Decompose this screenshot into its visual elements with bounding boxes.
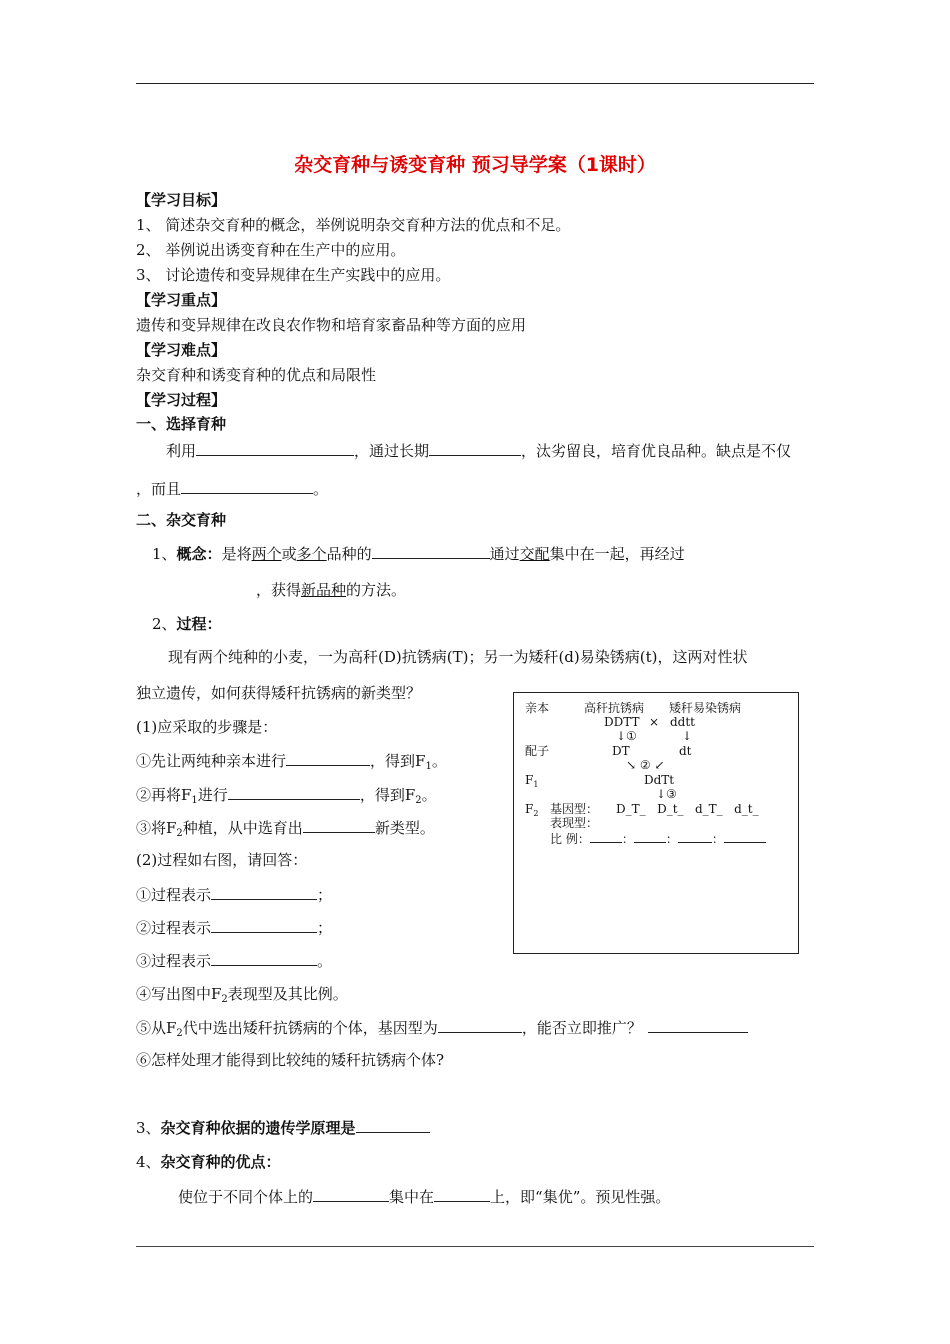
question-1: (1)应采取的步骤是：	[136, 718, 278, 736]
diagram-arrow-2: ↘ ② ↙	[626, 758, 665, 772]
diagram-genotype-p1: DDTT	[604, 715, 640, 729]
blank-answer-5b[interactable]	[648, 1017, 748, 1033]
answer-5: ⑤从$F_2$代中选出矮秆抗锈病的个体，基因型为 ，能否立即推广？	[136, 1017, 748, 1044]
objective-1: 1、 简述杂交育种的概念，举例说明杂交育种方法的优点和不足。	[136, 216, 571, 234]
blank-step-2[interactable]	[228, 784, 360, 800]
blank-ratio-2[interactable]	[634, 831, 666, 843]
difficulties-header: 【学习难点】	[136, 341, 227, 359]
answer-2: ②过程表示 ；	[136, 919, 333, 937]
top-rule	[136, 83, 814, 84]
diagram-parent1: 高秆抗锈病	[584, 701, 645, 715]
step-3: ③将$F_2$种植，从中选育出 新类型。	[136, 819, 435, 839]
objective-3: 3、 讨论遗传和变异规律在生产实践中的应用。	[136, 266, 451, 284]
blank-ratio-1[interactable]	[590, 831, 622, 843]
blank-step-1[interactable]	[286, 750, 370, 766]
section4-paragraph: 使位于不同个体上的 集中在 上，即“集优”。预见性强。	[178, 1188, 671, 1206]
section4-line: 4、杂交育种的优点：	[136, 1153, 281, 1171]
diagram-gamete-1: DT	[612, 744, 630, 758]
diagram-cross-sign: ×	[649, 715, 660, 729]
answer-4: ④写出图中$F_2$表现型及其比例。	[136, 985, 348, 1005]
page-title: 杂交育种与诱变育种 预习导学案（1课时）	[294, 154, 656, 176]
diagram-parent-label: 亲本	[525, 701, 550, 715]
diagram-genotypes: D_T_ D_t_ d_T_ d_t_	[616, 802, 759, 816]
blank-advantage-2[interactable]	[434, 1186, 490, 1202]
intro-line1: 现有两个纯种的小麦，一为高秆(D)抗锈病(T)；另一为矮秆(d)易染锈病(t)，这两对性状	[168, 648, 748, 666]
question-2: (2)过程如右图，请回答：	[136, 851, 308, 869]
cross-diagram	[513, 692, 799, 954]
section3-line: 3、杂交育种依据的遗传学原理是	[136, 1117, 430, 1138]
process-subheader: 2、过程：	[152, 615, 222, 633]
diagram-arrow-1: ↓①	[616, 729, 637, 743]
diagram-parent2: 矮秆易染锈病	[669, 701, 742, 715]
diagram-genotype-p2: ddtt	[670, 715, 696, 729]
blank-answer-5a[interactable]	[438, 1017, 522, 1033]
objective-2: 2、 举例说出诱变育种在生产中的应用。	[136, 241, 406, 259]
process-header: 【学习过程】	[136, 391, 227, 409]
diagram-genotype-label: 基因型：	[550, 802, 599, 816]
answer-1: ①过程表示 ；	[136, 886, 333, 904]
difficulties-text: 杂交育种和诱变育种的优点和局限性	[136, 366, 377, 384]
bottom-rule	[136, 1246, 814, 1247]
section1-title: 一、选择育种	[136, 415, 227, 433]
key-points-header: 【学习重点】	[136, 291, 227, 309]
section1-line1: 利用 ，通过长期 ，汰劣留良，培育优良品种。缺点是不仅	[166, 442, 792, 460]
concept-line1: 1、概念：是将两个或多个品种的 通过交配集中在一起，再经过	[152, 545, 685, 563]
blank-select-3[interactable]	[181, 478, 313, 494]
diagram-gamete-2: dt	[679, 744, 692, 758]
diagram-arrow-3: ↓③	[656, 787, 677, 801]
step-1: ①先让两纯种亲本进行 ，得到$F_1$。	[136, 752, 447, 772]
section1-line2: ，而且 。	[136, 480, 329, 498]
diagram-gamete-label: 配子	[525, 744, 550, 758]
blank-ratio-4[interactable]	[724, 831, 766, 843]
diagram-phenotype-label: 表现型：	[550, 816, 599, 830]
intro-line2: 独立遗传，如何获得矮秆抗锈病的新类型？	[136, 684, 422, 702]
diagram-arrow-1b: ↓	[682, 729, 693, 743]
blank-answer-2[interactable]	[211, 917, 317, 933]
blank-ratio-3[interactable]	[678, 831, 712, 843]
diagram-f1-genotype: DdTt	[644, 773, 675, 787]
blank-concept-1[interactable]	[372, 543, 490, 559]
blank-advantage-1[interactable]	[313, 1186, 389, 1202]
section2-title: 二、杂交育种	[136, 511, 227, 529]
diagram-f2-label: $F_2$	[525, 802, 539, 818]
blank-step-3[interactable]	[303, 817, 375, 833]
blank-answer-3[interactable]	[211, 950, 317, 966]
blank-principle[interactable]	[356, 1117, 430, 1133]
answer-3: ③过程表示 。	[136, 952, 333, 970]
key-points-text: 遗传和变异规律在改良农作物和培育家畜品种等方面的应用	[136, 316, 527, 334]
step-2: ②再将$F_1$进行 ，得到$F_2$。	[136, 786, 437, 806]
answer-6: ⑥怎样处理才能得到比较纯的矮秆抗锈病个体?	[136, 1051, 445, 1069]
blank-select-1[interactable]	[196, 440, 354, 456]
concept-line2: ，获得新品种的方法。	[256, 581, 407, 599]
diagram-ratio-row: 比 例： ： ： ：	[550, 831, 766, 846]
diagram-f1-label: $F_1$	[525, 773, 539, 789]
blank-answer-1[interactable]	[211, 884, 317, 900]
blank-select-2[interactable]	[429, 440, 521, 456]
objectives-header: 【学习目标】	[136, 191, 227, 209]
